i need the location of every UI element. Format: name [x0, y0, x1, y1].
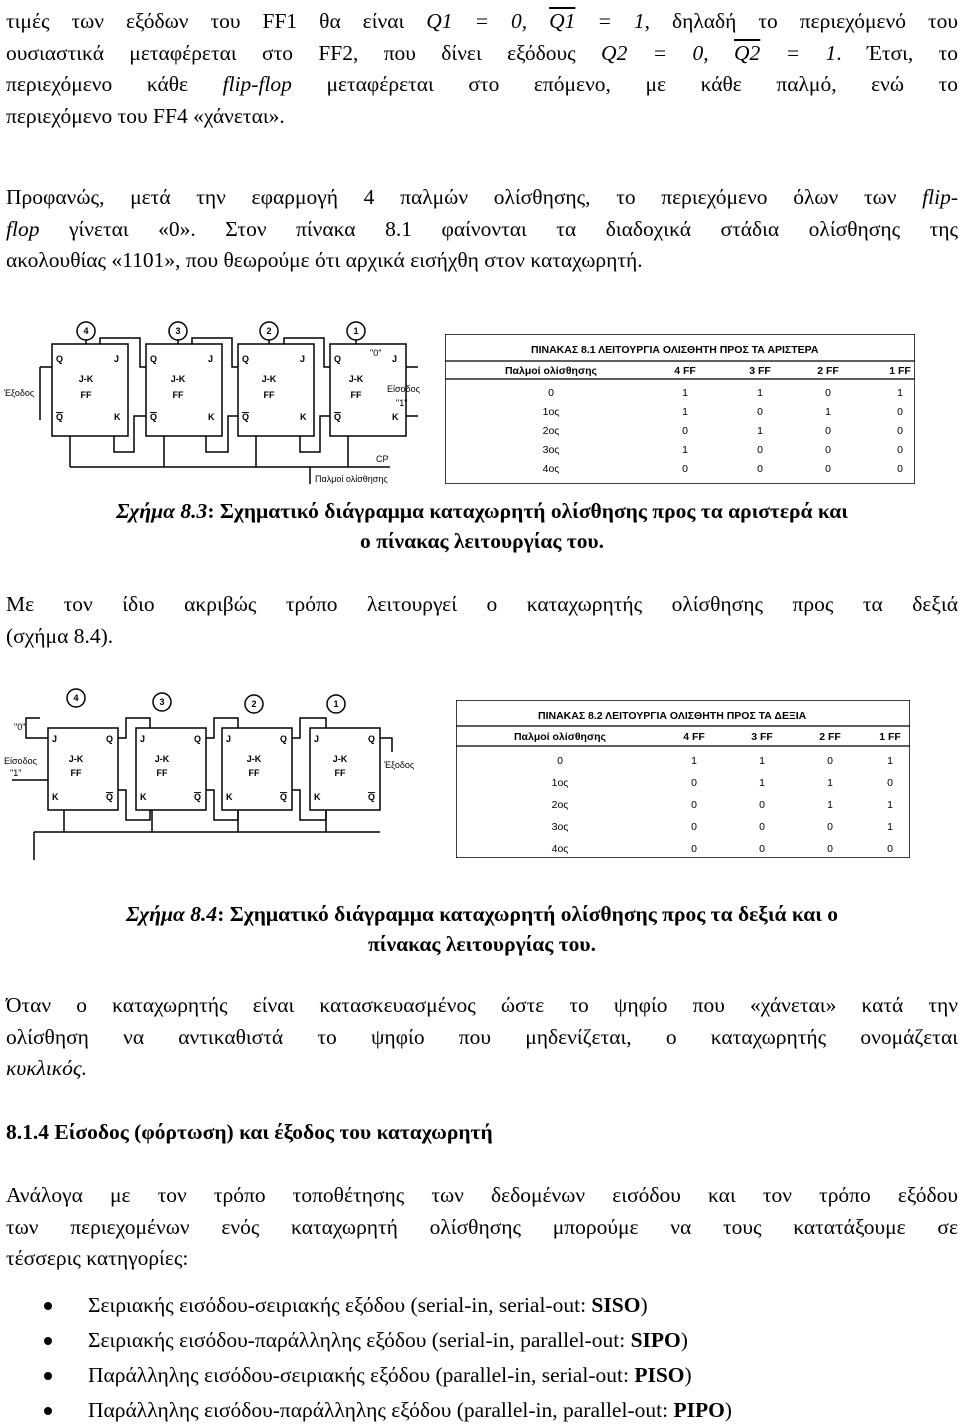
table-cell: 0	[825, 444, 831, 456]
ff-type: FF	[70, 768, 82, 778]
table-cell: 1ος	[542, 406, 560, 418]
list-item: Παράλληλης εισόδου-παράλληλης εξόδου (parallel-in, parallel-out: PIPO)	[0, 1393, 732, 1428]
table-cell: 0	[897, 444, 903, 456]
table-cell: 0	[757, 463, 763, 475]
table-cell: 1	[897, 387, 903, 399]
table-cell: 0	[825, 387, 831, 399]
ff-type: FF	[156, 768, 168, 778]
table-cell: 2ος	[551, 799, 569, 811]
table-cell: 4ος	[542, 463, 560, 475]
figure-8-4-circuit	[0, 682, 445, 862]
table-cell: 0	[827, 821, 833, 833]
ff-type: FF	[248, 768, 260, 778]
table-cell: 0	[759, 799, 765, 811]
pin-j: J	[208, 354, 214, 364]
paragraph-shift-description	[6, 6, 958, 132]
ff-number: 3	[175, 326, 181, 336]
ff-type: J-K	[170, 374, 186, 384]
one-label: "1"	[10, 768, 22, 778]
table-cell: 1	[887, 799, 893, 811]
table-cell: 0	[887, 777, 893, 789]
table-cell: 0	[557, 755, 563, 767]
table-cell: 1	[759, 755, 765, 767]
text-line: Με τον ίδιο ακριβώς τρόπο λειτουργεί ο καταχωρητής ολίσθησης προς τα δεξιά	[6, 592, 958, 616]
list-item: Παράλληλης εισόδου-σειριακής εξόδου (parallel-in, serial-out: PISO)	[0, 1358, 732, 1393]
table-cell: 2ος	[542, 425, 560, 437]
text-line: τιμές των εξόδων του FF1 θα είναι Q1 = 0, Q1 = 1, δηλαδή το περιεχόμενό του	[6, 9, 959, 33]
ff-number: 1	[353, 326, 359, 336]
text-line: τέσσερις κατηγορίες:	[6, 1246, 189, 1270]
ff-number: 3	[159, 697, 165, 707]
table-cell: 1	[682, 406, 688, 418]
ff-type: FF	[80, 390, 92, 400]
register-categories-list	[0, 1288, 732, 1428]
table-header-cell: 4 FF	[674, 365, 696, 377]
table-cell: 3ος	[551, 821, 569, 833]
table-cell: 0	[825, 425, 831, 437]
table-header-cell: 3 FF	[749, 365, 771, 377]
pin-j: J	[114, 354, 120, 364]
table-cell: 0	[759, 821, 765, 833]
table-cell: 0	[759, 843, 765, 855]
text-line: ακολουθίας «1101», που θεωρούμε ότι αρχικά εισήχθη στον καταχωρητή.	[6, 248, 643, 272]
figure-caption-8-3	[6, 496, 958, 556]
ff-type: J-K	[154, 754, 170, 764]
table-header-cell: 2 FF	[819, 731, 841, 743]
text-line: περιεχόμενο του FF4 «χάνεται».	[6, 103, 285, 128]
output-label: Έξοδος	[4, 388, 35, 398]
table-cell: 0	[757, 444, 763, 456]
pin-q: Q	[150, 354, 158, 364]
one-label: "1"	[396, 398, 408, 408]
caption-line: Σχήμα 8.4: Σχηματικό διάγραμμα καταχωρητή ολίσθησης προς τα δεξιά και ο	[125, 902, 839, 926]
text-line: ουσιαστικά μεταφέρεται στο FF2, που δίνει εξόδους Q2 = 0, Q2 = 1. Έτσι, το	[6, 40, 958, 65]
pin-j: J	[52, 734, 58, 744]
pin-q: Q	[334, 354, 342, 364]
table-cell: 0	[897, 463, 903, 475]
pin-j: J	[226, 734, 232, 744]
pin-qbar: Q	[194, 792, 202, 802]
ff-number: 1	[333, 699, 339, 709]
pin-k: K	[208, 412, 215, 422]
table-header-cell: Παλμοί ολίσθησης	[513, 731, 607, 743]
output-label: Έξοδος	[384, 760, 415, 770]
table-cell: 0	[897, 425, 903, 437]
pin-qbar: Q	[280, 792, 288, 802]
text-line: flop γίνεται «0». Στον πίνακα 8.1 φαίνονται τα διαδοχικά στάδια ολίσθησης της	[6, 216, 958, 241]
ff-number: 2	[251, 699, 257, 709]
table-cell: 0	[682, 463, 688, 475]
ff-type: J-K	[332, 754, 348, 764]
table-cell: 1	[691, 755, 697, 767]
table-title: ΠΙΝΑΚΑΣ 8.1 ΛΕΙΤΟΥΡΓΙΑ ΟΛΙΣΘΗΤΗ ΠΡΟΣ ΤΑ ΑΡΙΣΤΕΡΑ	[531, 344, 819, 356]
table-cell: 1	[757, 425, 763, 437]
table-body	[514, 731, 901, 855]
table-cell: 1	[827, 799, 833, 811]
pin-j: J	[300, 354, 306, 364]
pin-k: K	[114, 412, 121, 422]
pin-q: Q	[106, 734, 114, 744]
pin-qbar: Q	[106, 792, 114, 802]
table-cell: 1	[827, 777, 833, 789]
ff-type: J-K	[261, 374, 277, 384]
text-line: Όταν ο καταχωρητής είναι κατασκευασμένος ώστε το ψηφίο που «χάνεται» κατά την	[6, 993, 958, 1017]
table-cell: 4ος	[551, 843, 569, 855]
ff-type: FF	[350, 390, 362, 400]
pin-q: Q	[242, 354, 250, 364]
pin-k: K	[140, 792, 147, 802]
pin-q: Q	[280, 734, 288, 744]
text-line: Προφανώς, μετά την εφαρμογή 4 παλμών ολίσθησης, το περιεχόμενο όλων των flip-	[6, 185, 958, 209]
paragraph-right-shift	[6, 589, 958, 652]
table-header-cell: Παλμοί ολίσθησης	[504, 365, 598, 377]
caption-line: ο πίνακας λειτουργίας του.	[359, 529, 605, 553]
text-line: ολίσθηση να αντικαθιστά το ψηφίο που μηδενίζεται, ο καταχωρητής ονομάζεται	[6, 1024, 958, 1049]
ff-number: 4	[73, 693, 79, 703]
table-cell: 0	[827, 843, 833, 855]
pin-k: K	[392, 412, 399, 422]
bullet-icon	[44, 1372, 52, 1380]
text-line: Ανάλογα με τον τρόπο τοποθέτησης των δεδομένων εισόδου και τον τρόπο εξόδου	[6, 1183, 958, 1207]
bullet-icon	[44, 1337, 52, 1345]
bullet-icon	[44, 1302, 52, 1310]
table-cell: 1	[682, 387, 688, 399]
table-cell: 1	[887, 755, 893, 767]
list-item: Σειριακής εισόδου-παράλληλης εξόδου (serial-in, parallel-out: SIPO)	[0, 1323, 732, 1358]
pin-k: K	[52, 792, 59, 802]
pin-j: J	[314, 734, 320, 744]
zero-label: "0"	[14, 722, 26, 732]
table-cell: 0	[691, 843, 697, 855]
paragraph-categories	[6, 1180, 958, 1275]
ff-type: J-K	[78, 374, 94, 384]
pin-k: K	[314, 792, 321, 802]
input-label: Είσοδος	[4, 756, 37, 766]
table-cell: 1	[825, 406, 831, 418]
pin-qbar: Q	[242, 412, 250, 422]
table-header-cell: 1 FF	[889, 365, 911, 377]
pin-qbar: Q	[334, 412, 342, 422]
table-header-cell: 3 FF	[751, 731, 773, 743]
section-heading: 8.1.4 Είσοδος (φόρτωση) και έξοδος του καταχωρητή	[6, 1120, 493, 1144]
table-cell: 0	[691, 777, 697, 789]
ff-number: 4	[83, 326, 89, 336]
text-line: των περιεχομένων ενός καταχωρητή ολίσθησης μπορούμε να τους κατατάξουμε σε	[6, 1214, 958, 1239]
ff-type: J-K	[68, 754, 84, 764]
table-header-cell: 1 FF	[879, 731, 901, 743]
ff-type: J-K	[246, 754, 262, 764]
figure-caption-8-4	[6, 899, 958, 959]
pin-j: J	[392, 354, 398, 364]
pin-qbar: Q	[56, 412, 64, 422]
cp-label: CP	[376, 454, 389, 464]
table-cell: 0	[691, 799, 697, 811]
pin-q: Q	[56, 354, 64, 364]
table-8-1	[445, 334, 915, 484]
ff-type: FF	[172, 390, 184, 400]
table-cell: 0	[691, 821, 697, 833]
bullet-icon	[44, 1407, 52, 1415]
pulses-label: Παλμοί ολίσθησης	[315, 474, 388, 484]
figure-8-3-circuit	[0, 312, 440, 488]
table-cell: 0	[825, 463, 831, 475]
text-line: κυκλικός.	[6, 1056, 87, 1080]
pin-qbar: Q	[150, 412, 158, 422]
table-cell: 0	[827, 755, 833, 767]
text-line: περιεχόμενο κάθε flip-flop μεταφέρεται στο επόμενο, με κάθε παλμό, ενώ το	[6, 72, 958, 96]
pin-qbar: Q	[368, 792, 376, 802]
table-cell: 0	[548, 387, 554, 399]
table-header-cell: 2 FF	[817, 365, 839, 377]
caption-line: πίνακας λειτουργίας του.	[368, 932, 596, 956]
pin-q: Q	[368, 734, 376, 744]
ff-number: 2	[266, 326, 272, 336]
table-cell: 0	[887, 843, 893, 855]
table-header-cell: 4 FF	[683, 731, 705, 743]
text-line: (σχήμα 8.4).	[6, 623, 114, 648]
table-cell: 1	[759, 777, 765, 789]
table-cell: 1	[887, 821, 893, 833]
ff-type: FF	[334, 768, 346, 778]
table-cell: 0	[757, 406, 763, 418]
caption-line: Σχήμα 8.3: Σχηματικό διάγραμμα καταχωρητή ολίσθησης προς τα αριστερά και	[116, 499, 848, 523]
pin-q: Q	[194, 734, 202, 744]
table-cell: 0	[897, 406, 903, 418]
pin-j: J	[140, 734, 146, 744]
zero-label: "0"	[370, 348, 382, 358]
table-cell: 0	[682, 425, 688, 437]
pin-k: K	[300, 412, 307, 422]
ff-type: J-K	[348, 374, 364, 384]
paragraph-circular	[6, 990, 958, 1085]
table-cell: 1	[682, 444, 688, 456]
table-title: ΠΙΝΑΚΑΣ 8.2 ΛΕΙΤΟΥΡΓΙΑ ΟΛΙΣΘΗΤΗ ΠΡΟΣ ΤΑ ΔΕΞΙΑ	[538, 710, 807, 722]
table-cell: 3ος	[542, 444, 560, 456]
ff-type: FF	[263, 390, 275, 400]
pin-k: K	[226, 792, 233, 802]
table-body	[505, 365, 911, 475]
table-cell: 1	[757, 387, 763, 399]
paragraph-four-pulses	[6, 182, 958, 277]
table-cell: 1ος	[551, 777, 569, 789]
list-item: Σειριακής εισόδου-σειριακής εξόδου (serial-in, serial-out: SISO)	[0, 1288, 732, 1323]
table-8-2	[456, 700, 910, 858]
input-label: Είσοδος	[387, 384, 420, 394]
